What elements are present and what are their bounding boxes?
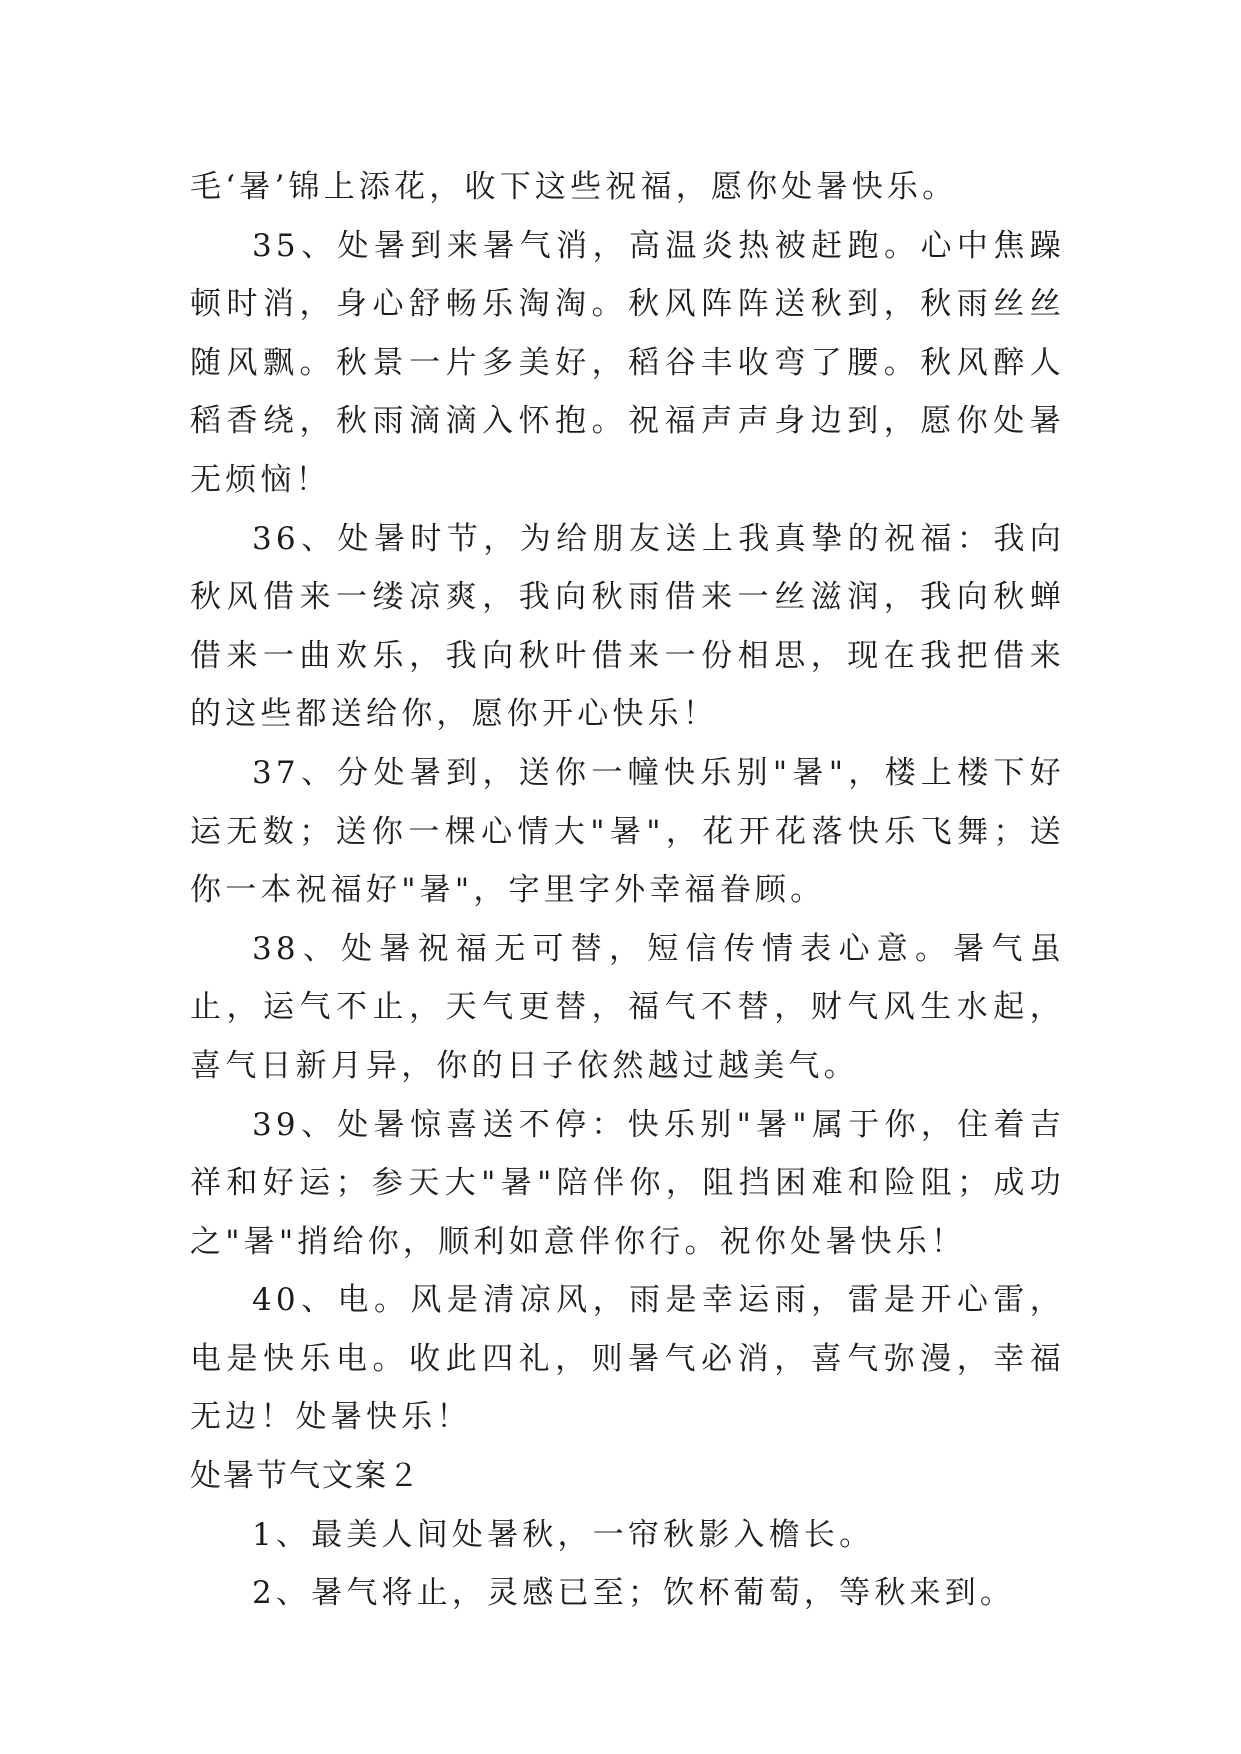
document-body [190,158,1065,1623]
paragraph-40: 40、电。风是清凉风，雨是幸运雨，雷是开心雷，电是快乐电。收此四礼，则暑气必消，喜气弥漫，幸福无边！处暑快乐！ [190,1282,1065,1436]
paragraph-continuation: 毛‘暑’锦上添花，收下这些祝福，愿你处暑快乐。 [190,169,958,205]
section-paragraph-1: 1、最美人间处暑秋，一帘秋影入檐长。 [252,1516,875,1553]
paragraph-39: 39、处暑惊喜送不停：快乐别"暑"属于你，住着吉祥和好运；参天大"暑"陪伴你，阻挡困难和险阻；成功之"暑"捎给你，顺利如意伴你行。祝你处暑快乐！ [190,1106,1065,1260]
paragraph-38: 38、处暑祝福无可替，短信传情表心意。暑气虽止，运气不止，天气更替，福气不替，财气风生水起，喜气日新月异，你的日子依然越过越美气。 [190,930,1065,1084]
section-heading: 处暑节气文案２ [190,1458,421,1495]
paragraph-36: 36、处暑时节，为给朋友送上我真挚的祝福：我向秋风借来一缕凉爽，我向秋雨借来一丝滋润，我向秋蝉借来一曲欢乐，我向秋叶借来一份相思，现在我把借来的这些都送给你，愿你开心快乐！ [190,520,1065,733]
paragraph-35: 35、处暑到来暑气消，高温炎热被赶跑。心中焦躁顿时消，身心舒畅乐淘淘。秋风阵阵送秋到，秋雨丝丝随风飘。秋景一片多美好，稻谷丰收弯了腰。秋风醉人稻香绕，秋雨滴滴入怀抱。祝福声声身边到，愿你处暑无烦恼！ [190,227,1065,498]
paragraph-37: 37、分处暑到，送你一幢快乐别"暑"，楼上楼下好运无数；送你一棵心情大"暑"，花开花落快乐飞舞；送你一本祝福好"暑"，字里字外幸福眷顾。 [190,754,1065,909]
section-paragraph-2: 2、暑气将止，灵感已至；饮杯葡萄，等秋来到。 [252,1575,1016,1612]
